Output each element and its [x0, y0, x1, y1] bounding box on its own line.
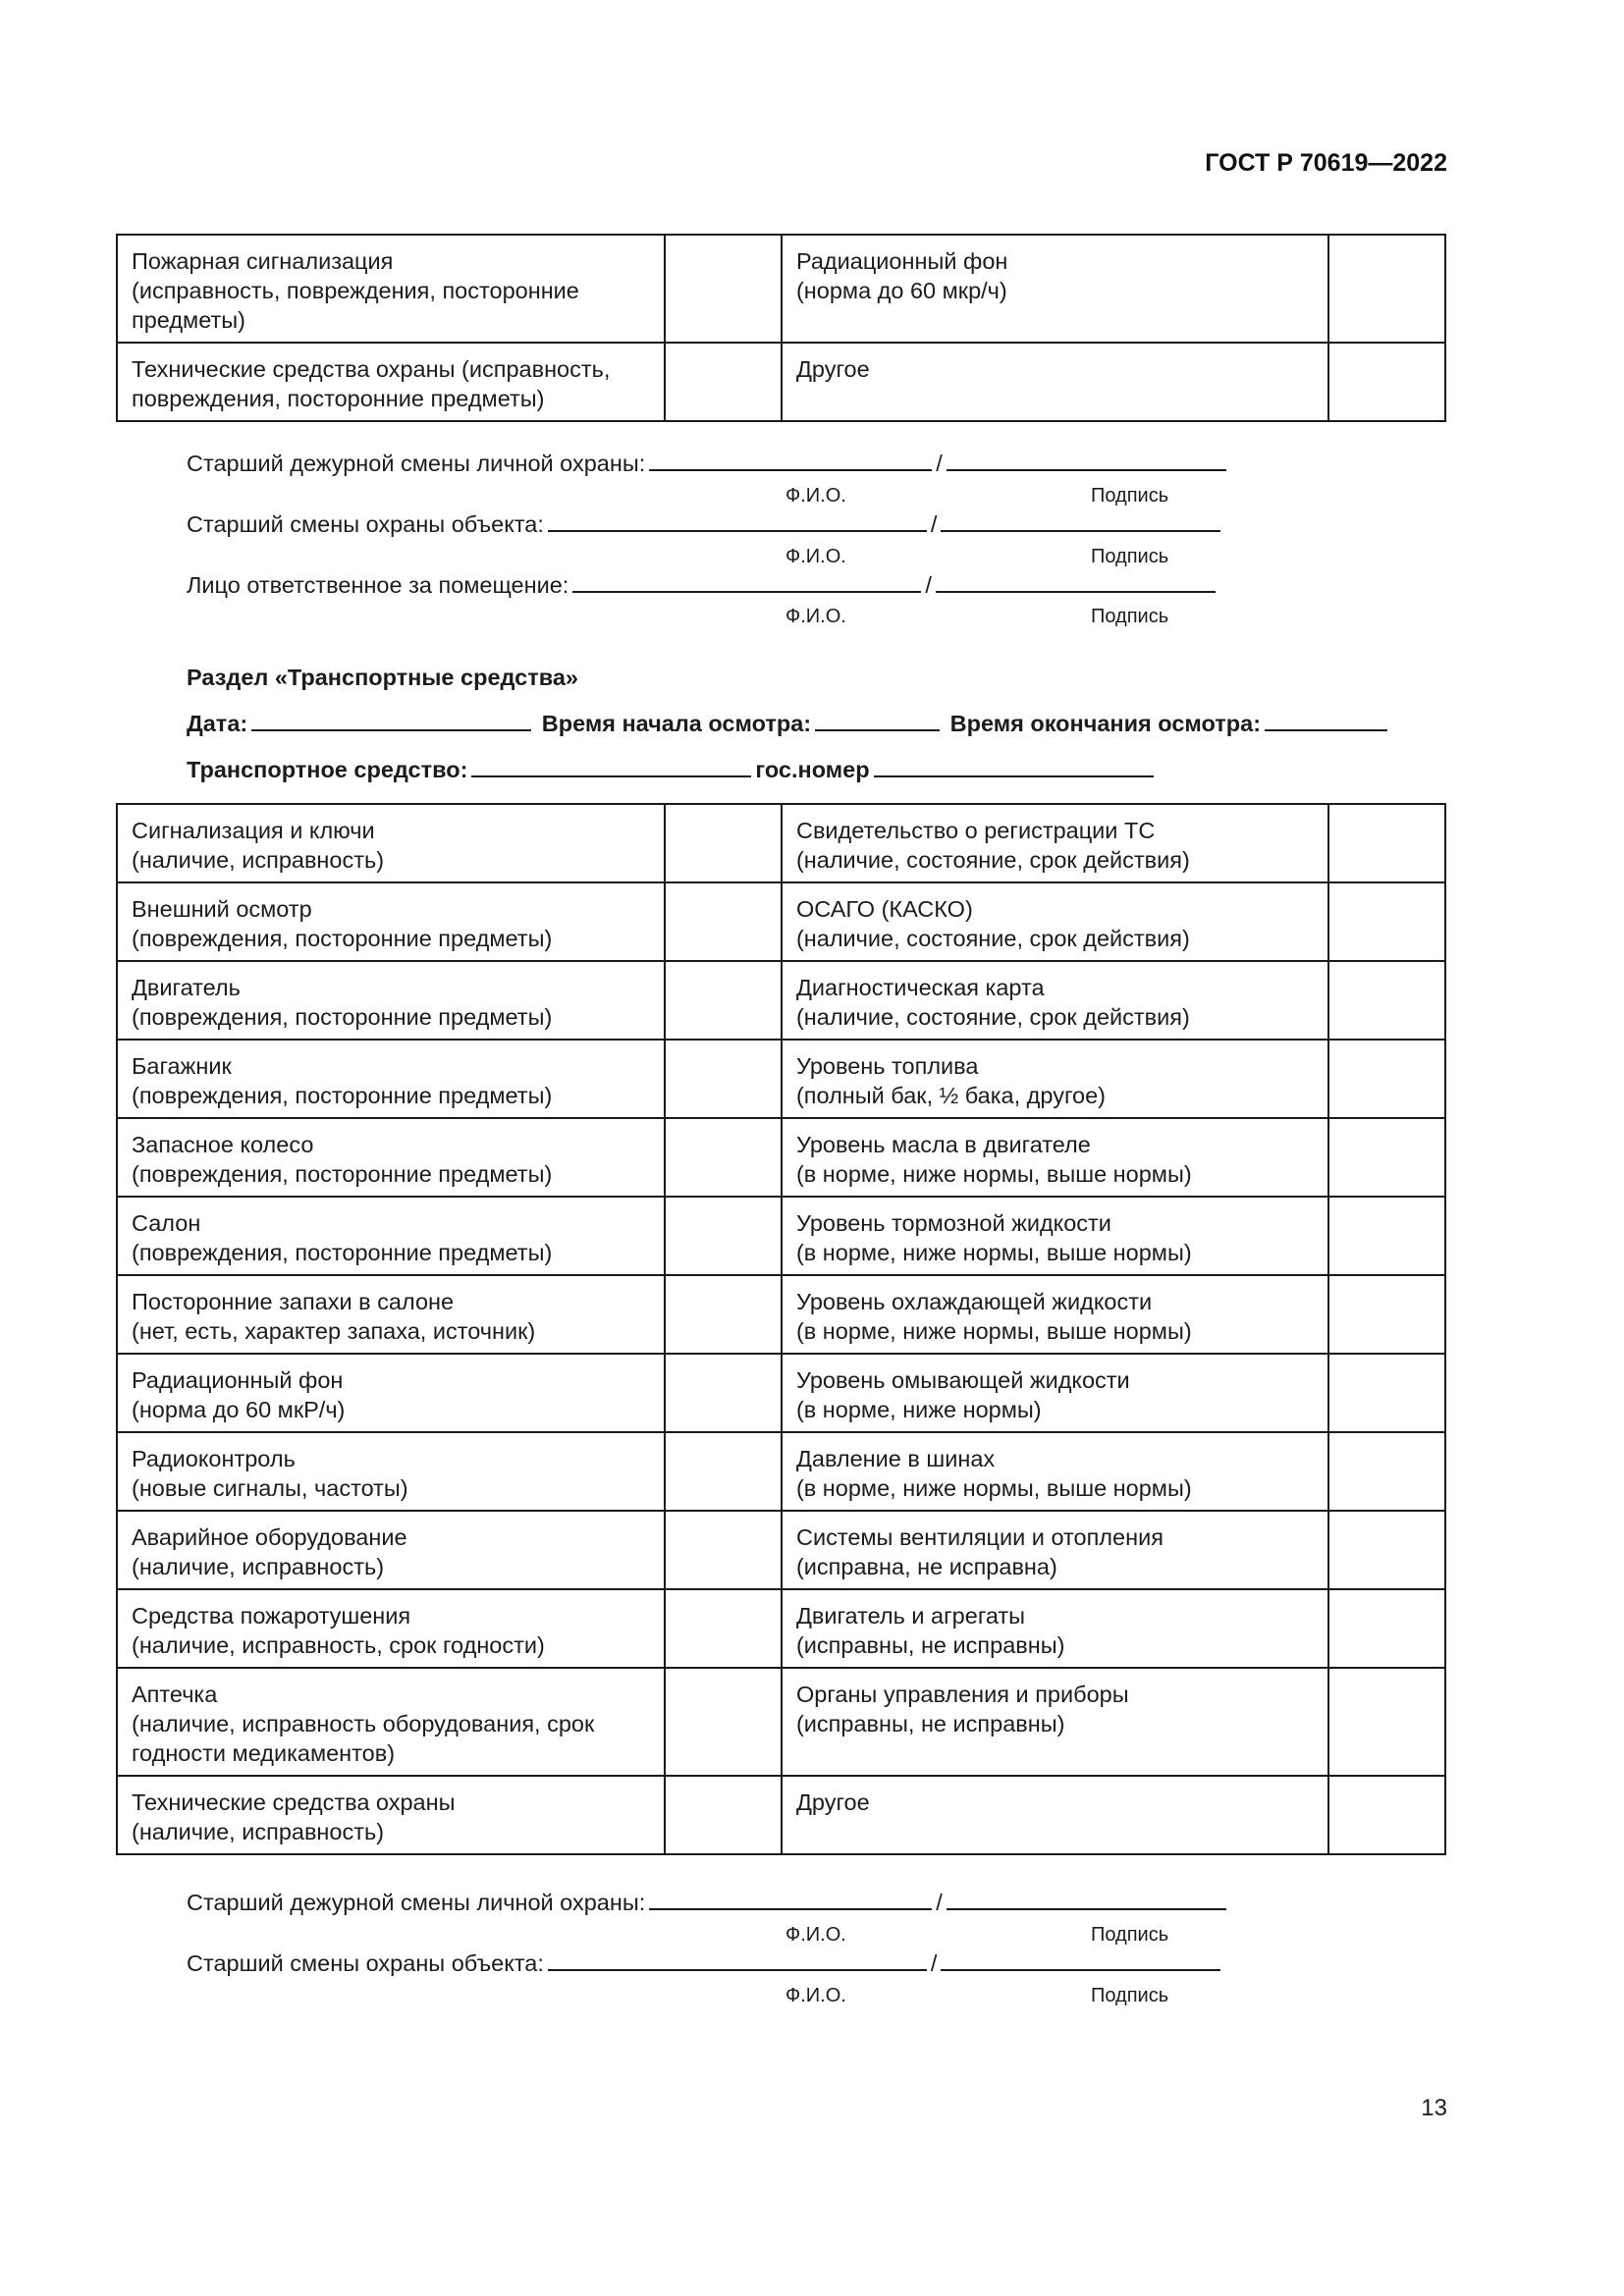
table-row	[117, 1118, 1445, 1197]
check-mark-cell[interactable]	[665, 1197, 782, 1275]
signature-label: Лицо ответственное за помещение:	[187, 572, 569, 598]
check-mark-cell[interactable]	[665, 1668, 782, 1776]
item-label-right: Давление в шинах (в норме, ниже нормы, выше нормы)	[782, 1432, 1328, 1511]
signature-caption: Подпись	[1091, 1985, 1169, 2006]
building-check-table	[116, 234, 1446, 422]
signature-row-shift-chief-2	[187, 1950, 1224, 1977]
vehicle-row	[187, 757, 1158, 783]
check-mark-cell[interactable]	[1328, 343, 1445, 421]
item-label-left: Средства пожаротушения (наличие, исправность, срок годности)	[117, 1589, 665, 1668]
signature-caption: Подпись	[1091, 485, 1169, 507]
item-label-right: Уровень охлаждающей жидкости (в норме, ниже нормы, выше нормы)	[782, 1275, 1328, 1354]
table-row	[117, 882, 1445, 961]
item-label-right: Уровень масла в двигателе (в норме, ниже нормы, выше нормы)	[782, 1118, 1328, 1197]
table-row	[117, 1432, 1445, 1511]
check-mark-cell[interactable]	[1328, 235, 1445, 343]
signature-label: Старший дежурной смены личной охраны:	[187, 1890, 646, 1915]
signature-row-guard-chief	[187, 451, 1230, 477]
signature-blank[interactable]	[941, 1951, 1220, 1971]
check-mark-cell[interactable]	[665, 1275, 782, 1354]
slash: /	[936, 451, 943, 476]
check-mark-cell[interactable]	[1328, 1354, 1445, 1432]
table-row	[117, 804, 1445, 882]
check-mark-cell[interactable]	[665, 343, 782, 421]
item-label-left: Пожарная сигнализация (исправность, повреждения, посторонние предметы)	[117, 235, 665, 343]
item-label-left: Аварийное оборудование (наличие, исправность)	[117, 1511, 665, 1589]
item-label-left: Запасное колесо (повреждения, посторонние предметы)	[117, 1118, 665, 1197]
check-mark-cell[interactable]	[665, 1354, 782, 1432]
table-row	[117, 1040, 1445, 1118]
signature-label: Старший дежурной смены личной охраны:	[187, 451, 646, 476]
fio-blank[interactable]	[548, 512, 927, 532]
table-row	[117, 961, 1445, 1040]
check-mark-cell[interactable]	[1328, 1589, 1445, 1668]
check-mark-cell[interactable]	[1328, 1275, 1445, 1354]
check-mark-cell[interactable]	[665, 1118, 782, 1197]
item-label-left: Двигатель (повреждения, посторонние предметы)	[117, 961, 665, 1040]
check-mark-cell[interactable]	[1328, 882, 1445, 961]
item-label-left: Технические средства охраны (исправность, повреждения, посторонние предметы)	[117, 343, 665, 421]
slash: /	[930, 1950, 938, 1976]
fio-caption: Ф.И.О.	[785, 606, 846, 627]
vehicle-check-table-body	[117, 804, 1445, 1854]
item-label-right: Свидетельство о регистрации ТС (наличие, состояние, срок действия)	[782, 804, 1328, 882]
item-label-right: Другое	[782, 1776, 1328, 1854]
check-mark-cell[interactable]	[1328, 1118, 1445, 1197]
check-mark-cell[interactable]	[1328, 1197, 1445, 1275]
section-title-transport: Раздел «Транспортные средства»	[187, 665, 578, 690]
item-label-left: Салон (повреждения, посторонние предметы)	[117, 1197, 665, 1275]
table-row	[117, 1197, 1445, 1275]
item-label-right: ОСАГО (КАСКО) (наличие, состояние, срок действия)	[782, 882, 1328, 961]
check-mark-cell[interactable]	[1328, 1040, 1445, 1118]
item-label-left: Радиационный фон (норма до 60 мкР/ч)	[117, 1354, 665, 1432]
item-label-right: Системы вентиляции и отопления (исправна, не исправна)	[782, 1511, 1328, 1589]
fio-caption: Ф.И.О.	[785, 1985, 846, 2006]
fio-blank[interactable]	[548, 1951, 927, 1971]
building-check-table-body	[117, 235, 1445, 421]
start-time-blank[interactable]	[815, 712, 940, 731]
table-row	[117, 1275, 1445, 1354]
item-label-left: Посторонние запахи в салоне (нет, есть, характер запаха, источник)	[117, 1275, 665, 1354]
fio-caption: Ф.И.О.	[785, 1924, 846, 1946]
signature-blank[interactable]	[947, 1891, 1226, 1910]
item-label-right: Диагностическая карта (наличие, состояние, срок действия)	[782, 961, 1328, 1040]
date-label: Дата:	[187, 711, 248, 736]
signature-caption: Подпись	[1091, 606, 1169, 627]
end-time-label: Время окончания осмотра:	[949, 711, 1262, 736]
document-id-header: ГОСТ Р 70619—2022	[1205, 149, 1447, 177]
check-mark-cell[interactable]	[665, 804, 782, 882]
check-mark-cell[interactable]	[665, 235, 782, 343]
check-mark-cell[interactable]	[1328, 961, 1445, 1040]
item-label-left: Аптечка (наличие, исправность оборудования, срок годности медикаментов)	[117, 1668, 665, 1776]
signature-caption: Подпись	[1091, 1924, 1169, 1946]
check-mark-cell[interactable]	[665, 1040, 782, 1118]
table-row	[117, 1668, 1445, 1776]
check-mark-cell[interactable]	[665, 1589, 782, 1668]
item-label-right: Уровень омывающей жидкости (в норме, ниже нормы)	[782, 1354, 1328, 1432]
fio-blank[interactable]	[649, 1891, 932, 1910]
fio-blank[interactable]	[572, 573, 921, 593]
item-label-left: Технические средства охраны (наличие, исправность)	[117, 1776, 665, 1854]
check-mark-cell[interactable]	[1328, 1776, 1445, 1854]
vehicle-label: Транспортное средство:	[187, 757, 468, 782]
slash: /	[925, 572, 932, 598]
signature-label: Старший смены охраны объекта:	[187, 1950, 544, 1976]
item-label-right: Другое	[782, 343, 1328, 421]
date-blank[interactable]	[251, 712, 531, 731]
plate-blank[interactable]	[874, 758, 1154, 777]
fio-caption: Ф.И.О.	[785, 546, 846, 567]
item-label-left: Багажник (повреждения, посторонние предметы)	[117, 1040, 665, 1118]
fio-caption: Ф.И.О.	[785, 485, 846, 507]
check-mark-cell[interactable]	[1328, 804, 1445, 882]
vehicle-check-table	[116, 803, 1446, 1855]
table-row	[117, 235, 1445, 343]
item-label-right: Радиационный фон (норма до 60 мкр/ч)	[782, 235, 1328, 343]
item-label-right: Двигатель и агрегаты (исправны, не исправны)	[782, 1589, 1328, 1668]
item-label-right: Уровень топлива (полный бак, ½ бака, другое)	[782, 1040, 1328, 1118]
table-row	[117, 1354, 1445, 1432]
vehicle-blank[interactable]	[471, 758, 751, 777]
item-label-left: Сигнализация и ключи (наличие, исправность)	[117, 804, 665, 882]
check-mark-cell[interactable]	[665, 1511, 782, 1589]
item-label-right: Уровень тормозной жидкости (в норме, ниже нормы, выше нормы)	[782, 1197, 1328, 1275]
signature-label: Старший смены охраны объекта:	[187, 511, 544, 537]
end-time-blank[interactable]	[1265, 712, 1387, 731]
table-row	[117, 343, 1445, 421]
check-mark-cell[interactable]	[1328, 1668, 1445, 1776]
signature-row-shift-chief	[187, 511, 1224, 538]
table-row	[117, 1511, 1445, 1589]
item-label-right: Органы управления и приборы (исправны, не исправны)	[782, 1668, 1328, 1776]
table-row	[117, 1776, 1445, 1854]
page-number: 13	[1421, 2095, 1447, 2121]
item-label-left: Радиоконтроль (новые сигналы, частоты)	[117, 1432, 665, 1511]
table-row	[117, 1589, 1445, 1668]
check-mark-cell[interactable]	[665, 961, 782, 1040]
signature-row-room-responsible	[187, 572, 1219, 599]
signature-blank[interactable]	[936, 573, 1216, 593]
check-mark-cell[interactable]	[665, 1432, 782, 1511]
slash: /	[930, 511, 938, 537]
signature-row-guard-chief-2	[187, 1890, 1230, 1916]
check-mark-cell[interactable]	[1328, 1511, 1445, 1589]
signature-blank[interactable]	[941, 512, 1220, 532]
start-time-label: Время начала осмотра:	[541, 711, 812, 736]
slash: /	[936, 1890, 943, 1915]
check-mark-cell[interactable]	[665, 1776, 782, 1854]
check-mark-cell[interactable]	[665, 882, 782, 961]
item-label-left: Внешний осмотр (повреждения, посторонние предметы)	[117, 882, 665, 961]
check-mark-cell[interactable]	[1328, 1432, 1445, 1511]
inspection-time-row	[187, 711, 1391, 737]
signature-caption: Подпись	[1091, 546, 1169, 567]
fio-blank[interactable]	[649, 452, 932, 471]
signature-blank[interactable]	[947, 452, 1226, 471]
plate-label: гос.номер	[755, 757, 870, 782]
